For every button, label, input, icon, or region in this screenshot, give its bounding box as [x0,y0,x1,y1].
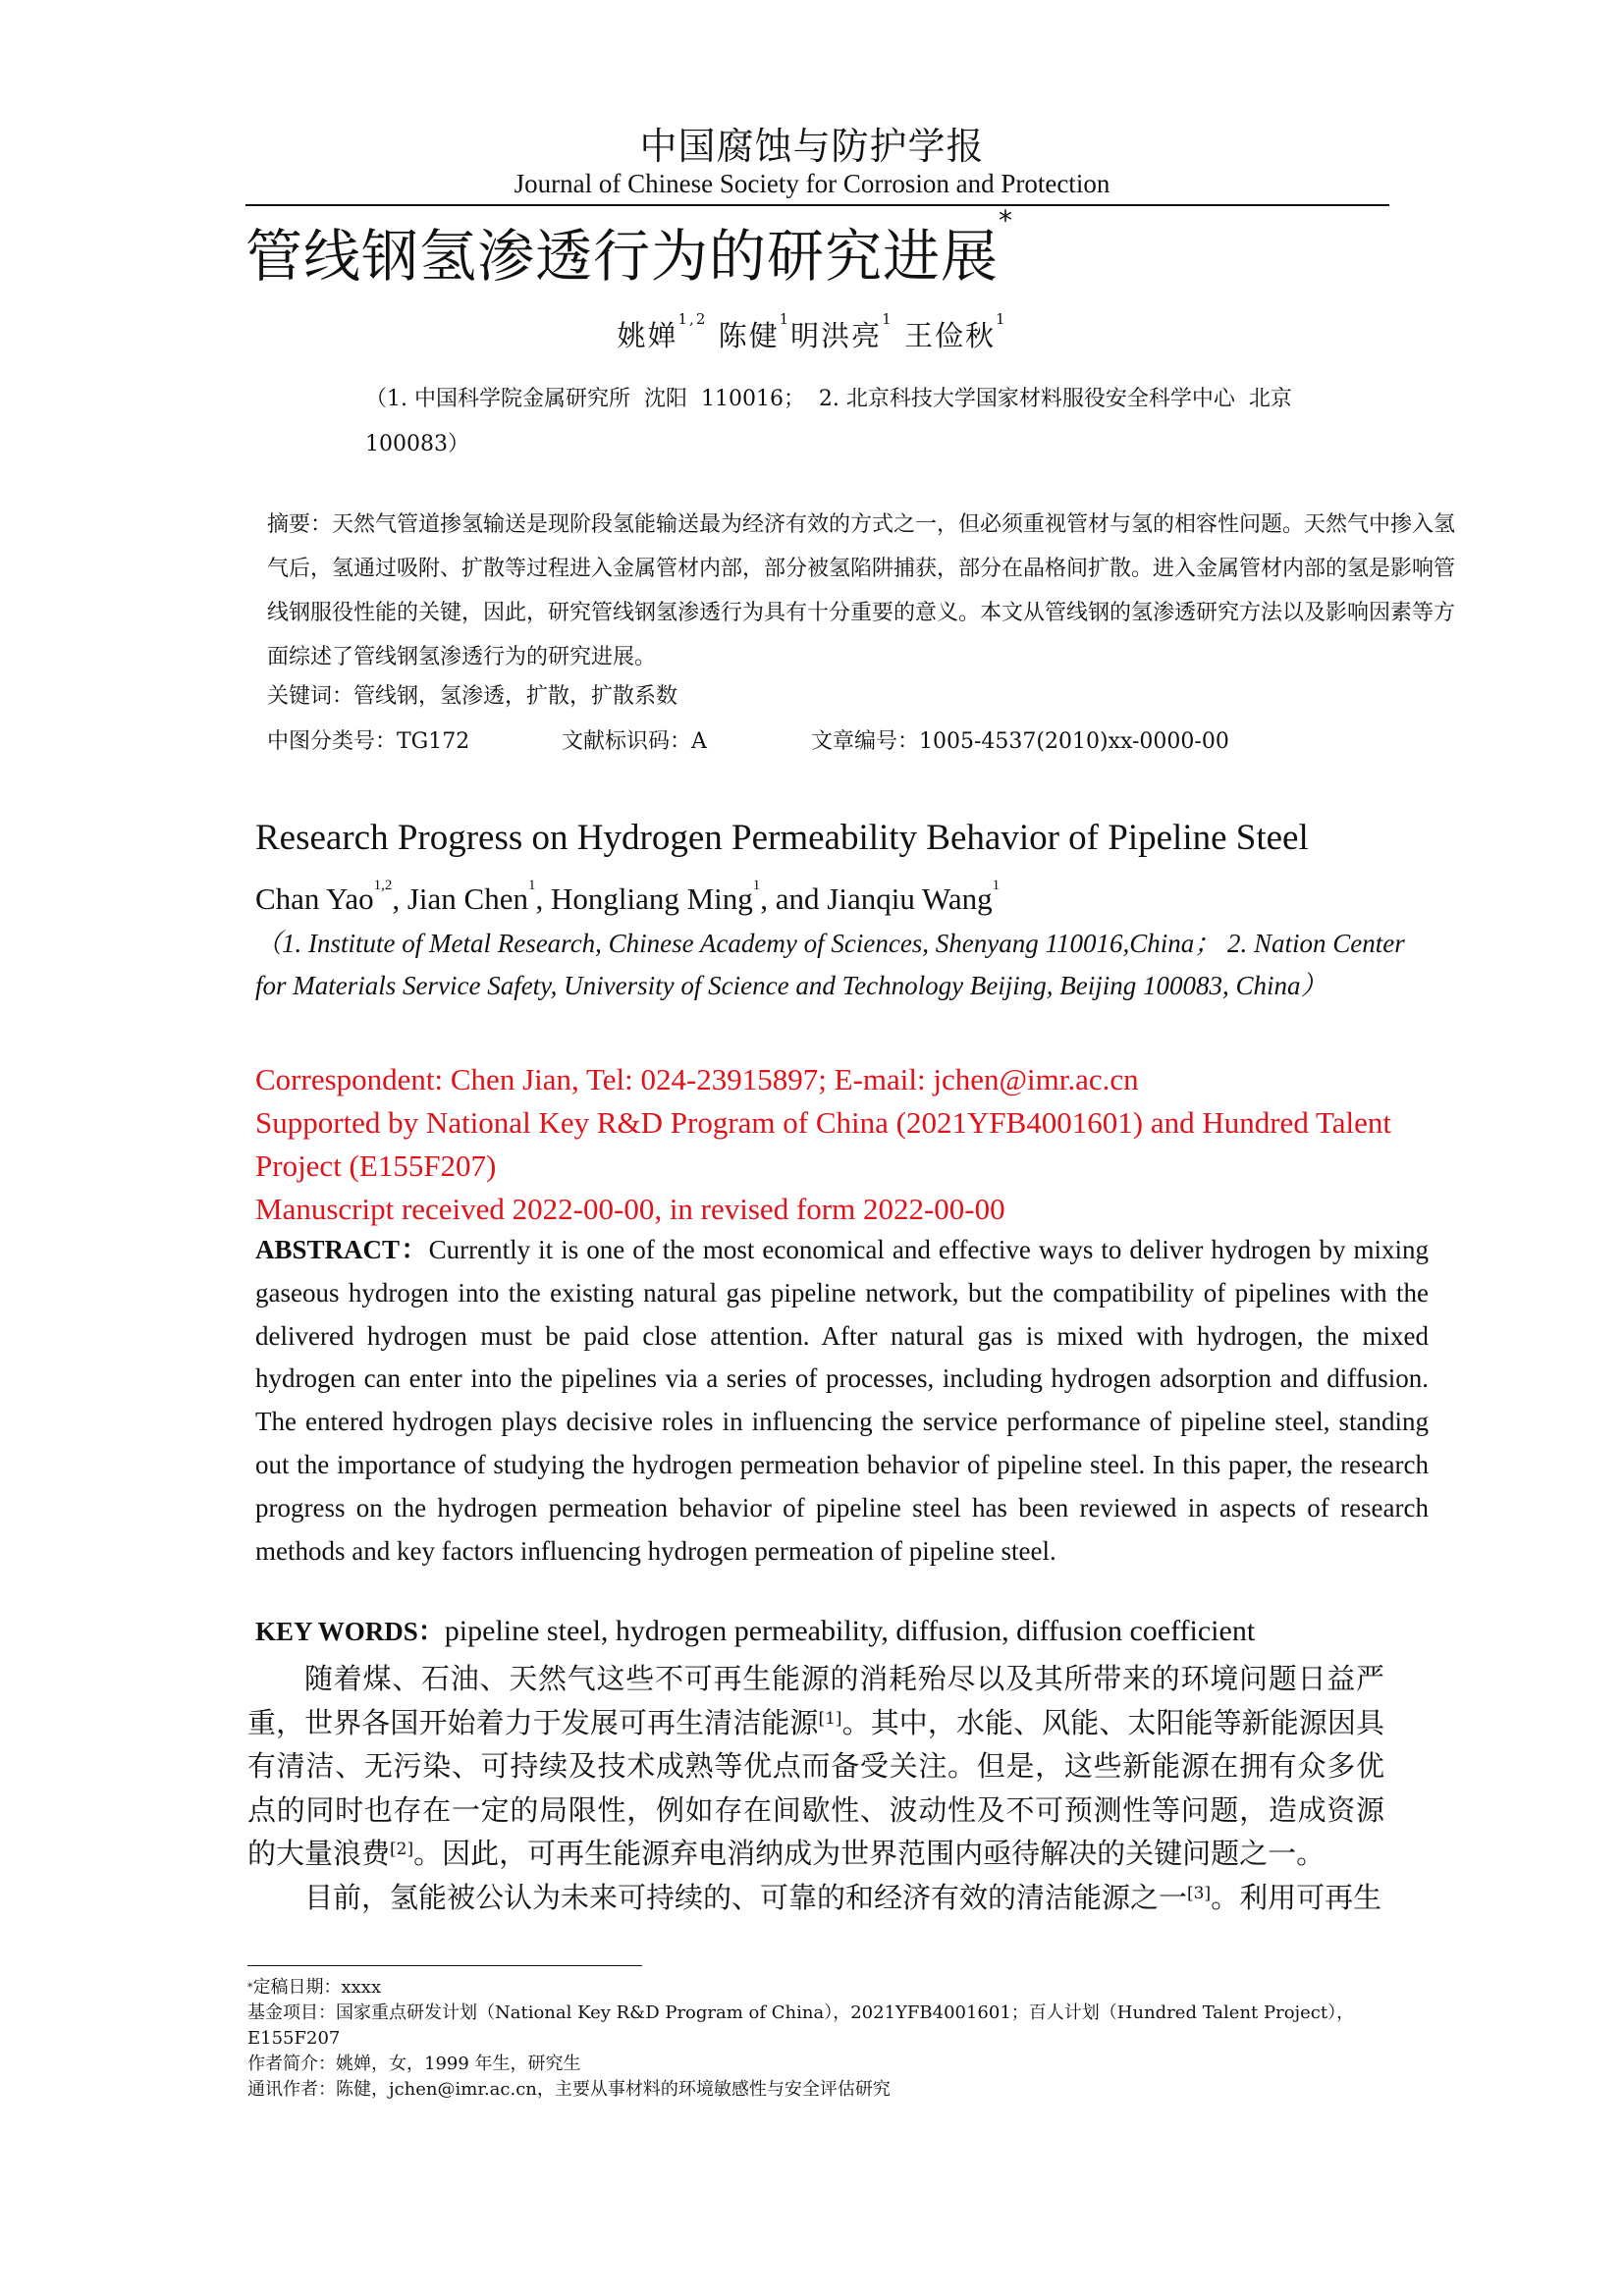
abstract-cn: 摘要：天然气管道掺氢输送是现阶段氢能输送最为经济有效的方式之一，但必须重视管材与氢的相容性问题。天然气中掺入氢气后，氢通过吸附、扩散等过程进入金属管材内部，部分被氢陷阱捕获，部分在晶格间扩散。进入金属管材内部的氢是影响管线钢服役性能的关键，因此，研究管线钢氢渗透行为具有十分重要的意义。本文从管线钢的氢渗透研究方法以及影响因素等方面综述了管线钢氢渗透行为的研究进展。 [267,512,1456,669]
citation-ref: [2] [390,1840,414,1859]
footnote-fund: 基金项目：国家重点研发计划（National Key R&D Program of China），2021YFB4001601；百人计划（Hundred Talent Project），E155F207 [247,2002,1355,2049]
author-en: Jianqiu Wang [827,881,993,916]
paragraph [247,1657,1384,1876]
author-affil-sup: 1,2 [373,878,393,893]
authors-cn [245,310,1379,354]
citation-ref: [1] [818,1708,842,1729]
footnote-divider [247,1965,642,1966]
journal-name-en: Journal of Chinese Society for Corrosion and Protection [514,169,1110,198]
author-affil-sup: 1 [992,878,1001,893]
title-cn-text: 管线钢氢渗透行为的研究进展 [245,223,1000,290]
footnote-date [247,1975,1386,2001]
abstract-text: Currently it is one of the most economical and effective ways to deliver hydrogen by mixing gaseous hydrogen into the existing natural gas pipeline network, but the compatibility of pipelines with the delivered hydrogen must be paid close attention. After natural gas is mixed with hydrogen, the mixed hydrogen can enter into the pipelines via a series of processes, including hydrogen adsorption and diffusion. The entered hydrogen plays decisive roles in influencing the service performance of pipeline steel, standing out the importance of studying the hydrogen permeation behavior of pipeline steel. In this paper, the research progress on the hydrogen permeation behavior of pipeline steel has been reviewed in aspects of research methods and key factors influencing hydrogen permeation of pipeline steel. [255,1235,1429,1566]
affiliation-cn: （1. 中国科学院金属研究所 沈阳 110016； 2. 北京科技大学国家材料服役安全科学中心 北京 100083） [365,387,1306,456]
classification-article-no: 文章编号：1005-4537(2010)xx-0000-00 [811,729,1229,754]
body-text [247,1657,1384,1919]
authors-en [255,878,1001,917]
funding-line: Supported by National Key R&D Program of China (2021YFB4001601) and Hundred Talent Project (E155F207) [255,1105,1392,1183]
paper-title-cn [245,204,1014,293]
affiliation-en: （1. Institute of Metal Research, Chinese Academy of Sciences, Shenyang 110016,China； 2. Nation Center for Materials Service Safety, University of Science and Technology Beijing, Beijing 100083, China） [255,929,1405,1000]
author-en: Hongliang Ming [550,881,753,916]
paragraph [247,1876,1384,1920]
paper-title-en: Research Progress on Hydrogen Permeability Behavior of Pipeline Steel [255,818,1309,858]
keywords-label: KEY WORDS： [255,1617,445,1646]
author-cn: 姚婵 [617,319,678,352]
author-cn: 王俭秋 [903,319,996,352]
title-footnote-mark: * [999,204,1014,237]
author-affil-sup: 1 [779,310,791,328]
keywords-cn: 关键词：管线钢，氢渗透，扩散，扩散系数 [267,684,678,709]
paragraph-text: 。利用可再生 [1211,1880,1382,1914]
correspondent-line: Correspondent: Chen Jian, Tel: 024-23915897; E-mail: jchen@imr.ac.cn [255,1062,1139,1096]
author-affil-sup: 1 [527,878,536,893]
footnote-mark: * [247,1981,253,1994]
received-line: Manuscript received 2022-00-00, in revised form 2022-00-00 [255,1192,1005,1226]
journal-name-cn: 中国腐蚀与防护学报 [639,125,985,168]
paragraph-text: 。其中，水能、风能、太阳能等新能源因具有清洁、无污染、可持续及技术成熟等优点而备受关注。但是，这些新能源在拥有众多优点的同时也存在一定的局限性，例如存在间歇性、波动性及不可预测性等问题，造成资源的大量浪费 [247,1705,1384,1870]
footnote-bio: 作者简介：姚婵，女，1999 年生，研究生 [247,2054,581,2074]
paragraph-text: 目前，氢能被公认为未来可持续的、可靠的和经济有效的清洁能源之一 [304,1880,1188,1914]
paragraph-text: 随着煤、石油、天然气这些不可再生能源的消耗殆尽以及其所带来的环境问题日益严重，世界各国开始着力于发展可再生清洁能源 [247,1662,1384,1739]
author-affil-sup: 1 [752,878,761,893]
author-affil-sup: 1,2 [677,310,708,328]
footnotes [247,1975,1386,2103]
author-separator: , [535,881,551,916]
author-cn: 陈健 [718,319,780,352]
classification-doc-code: 文献标识码：A [562,729,707,754]
author-separator: , [392,881,407,916]
paragraph-text: 。因此，可再生能源弃电消纳成为世界范围内亟待解决的关键问题之一。 [413,1837,1326,1870]
author-en: Jian Chen [406,881,528,916]
citation-ref: [3] [1187,1883,1212,1903]
keywords-en [255,1610,1255,1648]
classification-clc: 中图分类号：TG172 [267,729,470,754]
footnote-text: 定稿日期：xxxx [252,1977,382,1998]
author-separator: , and [760,881,828,916]
footnote-corr: 通讯作者：陈健，jchen@imr.ac.cn，主要从事材料的环境敏感性与安全评估研究 [247,2079,891,2100]
keywords-text: pipeline steel, hydrogen permeability, diffusion, diffusion coefficient [444,1615,1256,1647]
author-affil-sup: 1 [882,310,893,328]
abstract-en [255,1229,1429,1573]
author-en: Chan Yao [255,881,374,916]
abstract-label: ABSTRACT： [255,1235,429,1264]
author-affil-sup: 1 [995,310,1007,328]
author-cn: 明洪亮 [790,319,883,352]
header-divider [245,204,1389,206]
